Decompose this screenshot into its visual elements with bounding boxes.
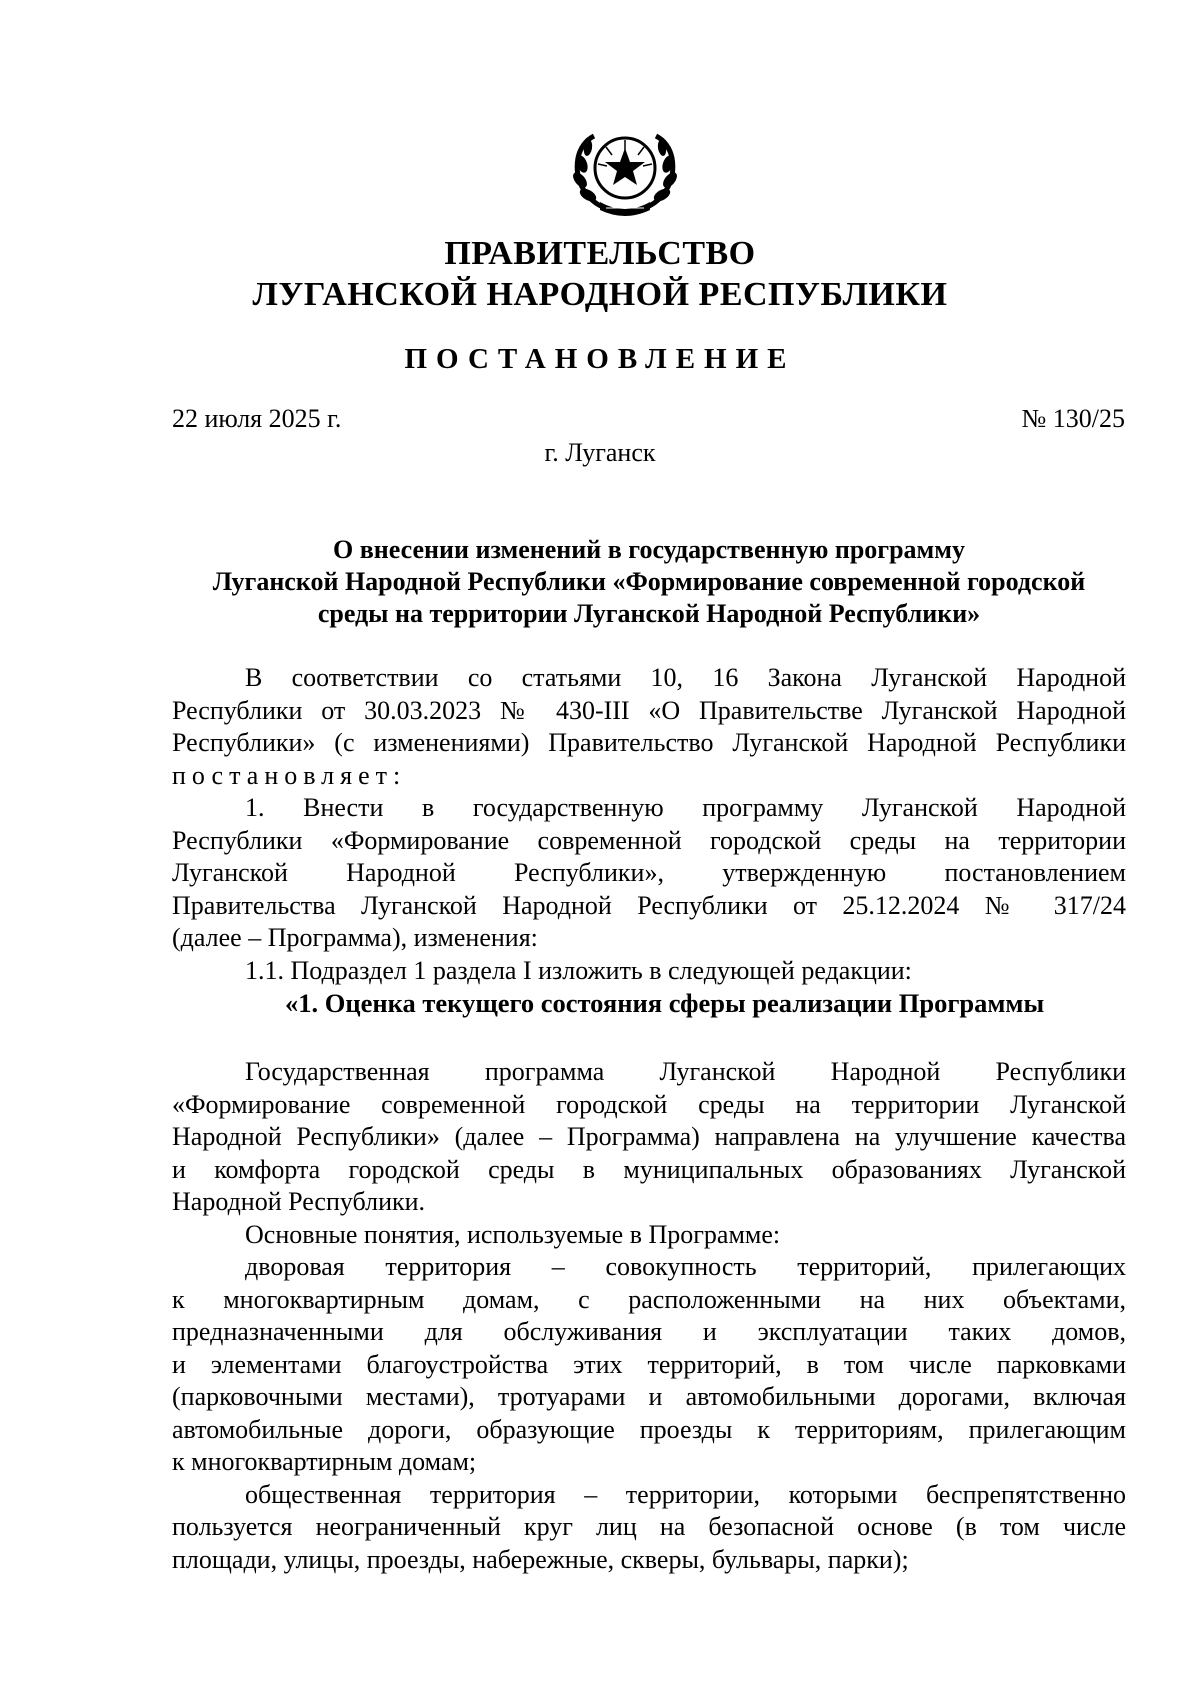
public-definition-line: общественная территория – территории, которыми беспрепятственно: [245, 1479, 1126, 1509]
document-title: [172, 534, 1126, 630]
courtyard-definition-line: (парковочными местами), тротуарами и автомобильными дорогами, включая: [172, 1382, 1126, 1411]
courtyard-definition-line: дворовая территория – совокупность территорий, прилегающих: [245, 1252, 1126, 1281]
document-number: № 130/25: [1021, 404, 1125, 433]
document-type: ПОСТАНОВЛЕНИЕ: [404, 343, 796, 375]
item1-line: Правительства Луганской Народной Республики от 25.12.2024 № 317/24: [172, 890, 1126, 920]
item1-line: Республики «Формирование современной городской среды на территории: [172, 825, 1126, 855]
program-section: [172, 1056, 1126, 1576]
courtyard-definition-line: и элементами благоустройства этих территорий, в том числе парковками: [172, 1349, 1126, 1379]
item1-1-line: 1.1. Подраздел 1 раздела I изложить в следующей редакции:: [245, 955, 912, 985]
courtyard-definition-line: предназначенными для обслуживания и эксплуатации таких домов,: [172, 1317, 1126, 1346]
item1-line: Луганской Народной Республики», утвержденную постановлением: [172, 858, 1126, 887]
document-date: 22 июля 2025 г.: [172, 404, 342, 433]
preamble-line: постановляет:: [172, 760, 407, 790]
program-line: Народной Республики.: [172, 1187, 426, 1216]
courtyard-definition-line: к многоквартирным домам, с расположенными на них объектами,: [172, 1284, 1126, 1314]
program-line: «Формирование современной городской среды на территории Луганской: [172, 1089, 1126, 1119]
program-line: и комфорта городской среды в муниципальных образованиях Луганской: [172, 1154, 1126, 1184]
coat-of-arms-icon: [566, 120, 684, 222]
courtyard-definition-line: автомобильные дороги, образующие проезды к территориям, прилегающим: [172, 1414, 1126, 1444]
title-line: О внесении изменений в государственную программу: [333, 535, 965, 564]
preamble-line: В соответствии со статьями 10, 16 Закона Луганской Народной: [245, 663, 1126, 692]
public-definition-line: площади, улицы, проезды, набережные, скверы, бульвары, парки);: [172, 1544, 909, 1574]
document-body: [172, 662, 1126, 1020]
document-city: г. Луганск: [544, 438, 656, 467]
government-name-line2: ЛУГАНСКОЙ НАРОДНОЙ РЕСПУБЛИКИ: [252, 276, 948, 313]
program-line: Народной Республики» (далее – Программа) направлена на улучшение качества: [172, 1122, 1126, 1151]
preamble-line: Республики» (с изменениями) Правительство Луганской Народной Республики: [172, 728, 1126, 757]
title-line: Луганской Народной Республики «Формирование современной городской: [212, 567, 1086, 596]
item1-line: 1. Внести в государственную программу Луганской Народной: [245, 793, 1126, 822]
concepts-intro: Основные понятия, используемые в Программе:: [245, 1219, 781, 1249]
title-line: среды на территории Луганской Народной Республики»: [317, 599, 981, 628]
courtyard-definition-line: к многоквартирным домам;: [172, 1447, 477, 1476]
public-definition-line: пользуется неограниченный круг лиц на безопасной основе (в том числе: [172, 1512, 1126, 1541]
section-heading: «1. Оценка текущего состояния сферы реализации Программы: [285, 988, 1045, 1018]
item1-line: (далее – Программа), изменения:: [172, 923, 538, 952]
program-line: Государственная программа Луганской Народной Республики: [245, 1057, 1126, 1086]
preamble-line: Республики от 30.03.2023 № 430-III «О Правительстве Луганской Народной: [172, 695, 1126, 725]
government-name-line1: ПРАВИТЕЛЬСТВО: [444, 235, 756, 272]
